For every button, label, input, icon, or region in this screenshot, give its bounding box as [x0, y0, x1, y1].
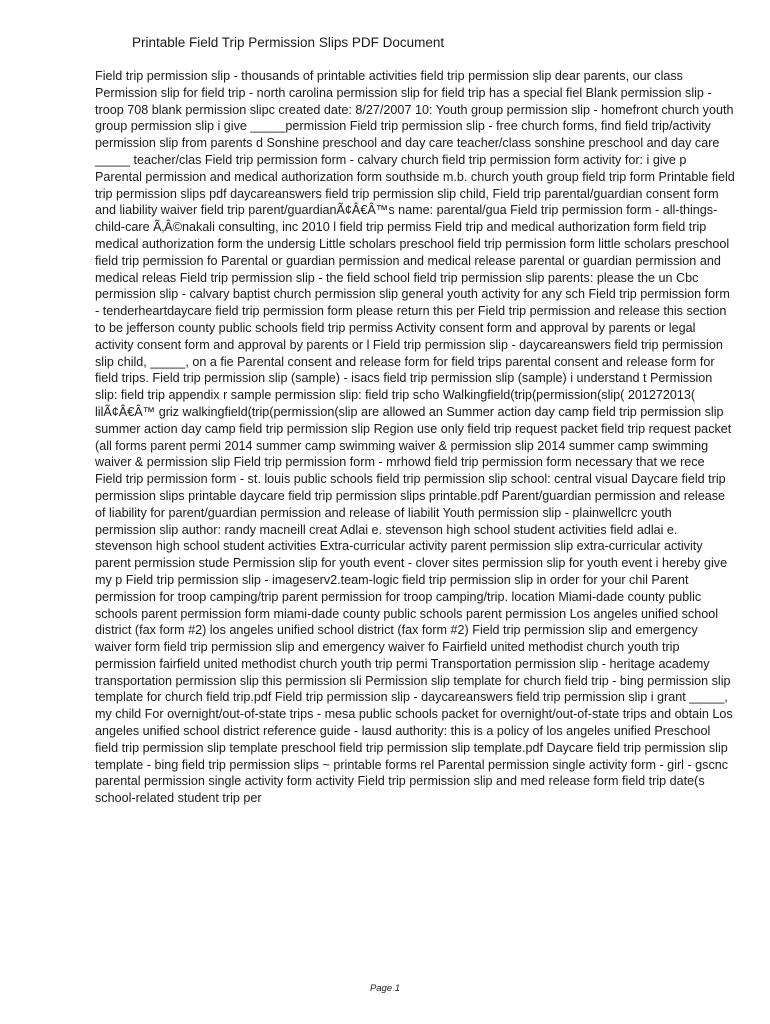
document-title: Printable Field Trip Permission Slips PDF Document [132, 35, 445, 50]
document-body-text: Field trip permission slip - thousands of printable activities field trip permission slip dear parents, our class Permission slip for field trip - north carolina permission slip for field trip has a special fiel Blank permission slip - troop 708 blank permission slipc created date: 8/27/2007 10: Youth group permission slip - homefront church youth group permission slip i give _____permission Field trip permission slip - free church forms, find field trip/activity permission slip from parents d Sonshine preschool and day care teacher/class sonshine preschool and day care _____ teacher/clas Field trip permission form - calvary church field trip permission form activity for: i give p Parental permission and medical authorization form southside m.b. church youth group field trip form Printable field trip permission slips pdf daycareanswers field trip permission slip child, Field trip parental/guardian consent form and liability waiver field trip parent/guardianÃ¢Â€Â™s name: parental/gua Field trip permission form - all-things-child-care Ã‚Â©nakali consulting, inc 2010 l field trip permiss Field trip and medical authorization form field trip medical authorization form the undersig Little scholars preschool field trip permission form little scholars preschool field trip permission fo Parental or guardian permission and medical release parental or guardian permission and medical releas Field trip permission slip - the field school field trip permission slip parents: please the un Cbc permission slip - calvary baptist church permission slip general youth activity for any sch Field trip permission form - tenderheartdaycare field trip permission form please return this per Field trip permission and release this section to be jefferson county public schools field trip permiss Activity consent form and approval by parents or legal activity consent form and approval by parents or l Field trip permission slip - daycareanswers field trip permission slip child, _____, on a fie Parental consent and release form for field trips parental consent and release form for field trips. Field trip permission slip (sample) - isacs field trip permission slip (sample) i understand t Permission slip: field trip appendix r sample permission slip: field trip scho Walkingfield(trip(permission(slip( 201272013( lilÃ¢Â€Â™ griz walkingfield(trip(permission(slip are allowed an Summer action day camp field trip permission slip summer action day camp field trip permission slip Region use only field trip request packet field trip request packet (all forms parent permi 2014 summer camp swimming waiver & permission slip 2014 summer camp swimming waiver & permission slip Field trip permission form - mrhowd field trip permission form necessary that we rece Field trip permission form - st. louis public schools field trip permission slip school: central visual Daycare field trip permission slips printable daycare field trip permission slips printable.pdf Parent/guardian permission and release of liability for parent/guardian permission and release of liabilit Youth permission slip - plainwellcrc youth permission slip author: randy macneill creat Adlai e. stevenson high school student activities field adlai e. stevenson high school student activities Extra-curricular activity parent permission slip extra-curricular activity parent permission stude Permission slip for youth event - clover sites permission slip for youth event i hereby give my p Field trip permission slip - imageserv2.team-logic field trip permission slip in order for your chil Parent permission for troop camping/trip parent permission for troop camping/trip. location Miami-dade county public schools parent permission form miami-dade county public schools parent permission Los angeles unified school district (fax form #2) los angeles unified school district (fax form #2) Field trip permission slip and emergency waiver form field trip permission slip and emergency waiver fo Fairfield united methodist church youth trip permission fairfield united methodist church youth trip permi Transportation permission slip - heritage academy transportation permission slip this permission sli Permission slip template for church field trip - bing permission slip template for church field trip.pdf Field trip permission slip - daycareanswers field trip permission slip i grant _____, my child For overnight/out-of-state trips - mesa public schools packet for overnight/out-of-state trips and obtain Los angeles unified school district reference guide - lausd authority: this is a policy of los angeles unified Preschool field trip permission slip template preschool field trip permission slip template.pdf Daycare field trip permission slip template - bing field trip permission slips ~ printable forms rel Parental permission single activity form - girl - gscnc parental permission single activity form activity Field trip permission slip and med release form field trip date(s school-related student trip per [95, 69, 735, 806]
page-number: Page 1 [369, 983, 401, 994]
